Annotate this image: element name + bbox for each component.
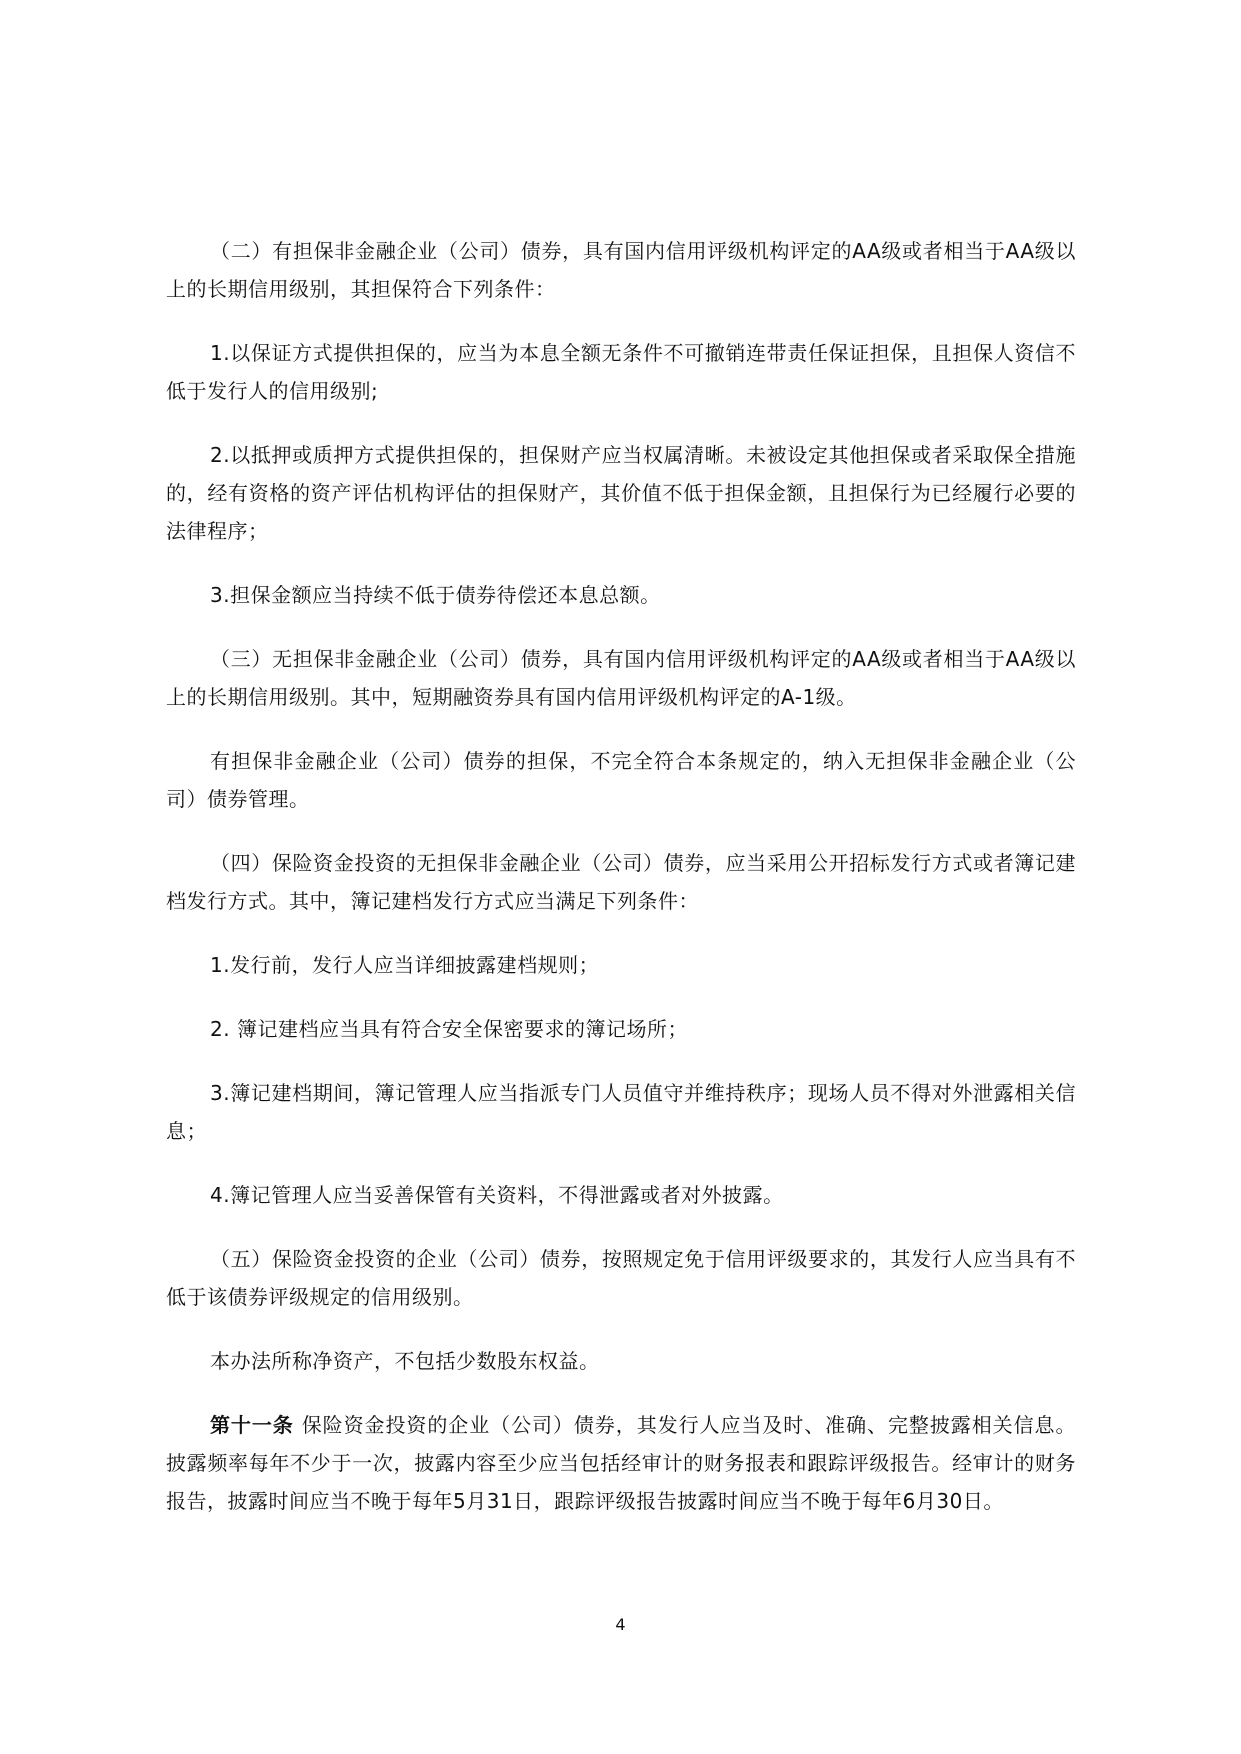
document-body [166, 232, 1076, 1546]
paragraph-item-4-heading: （四）保险资金投资的无担保非金融企业（公司）债券，应当采用公开招标发行方式或者簿记建档发行方式。其中，簿记建档发行方式应当满足下列条件： [166, 851, 1076, 913]
paragraph-item-2-heading: （二）有担保非金融企业（公司）债券，具有国内信用评级机构评定的AA级或者相当于AA级以上的长期信用级别，其担保符合下列条件： [166, 239, 1076, 301]
paragraph-bookbuilding-condition-4: 4.簿记管理人应当妥善保管有关资料，不得泄露或者对外披露。 [210, 1183, 784, 1207]
paragraph-guarantee-condition-3: 3.担保金额应当持续不低于债券待偿还本息总额。 [210, 583, 661, 607]
article-heading: 第十一条 [210, 1413, 294, 1437]
paragraph-article-11 [166, 1406, 1076, 1520]
paragraph-item-3-heading: （三）无担保非金融企业（公司）债券，具有国内信用评级机构评定的AA级或者相当于AA级以上的长期信用级别。其中，短期融资券具有国内信用评级机构评定的A-1级。 [166, 647, 1076, 709]
article-text: 保险资金投资的企业（公司）债券，其发行人应当及时、准确、完整披露相关信息。披露频率每年不少于一次，披露内容至少应当包括经审计的财务报表和跟踪评级报告。经审计的财务报告，披露时间应当不晚于每年5月31日，跟踪评级报告披露时间应当不晚于每年6月30日。 [166, 1413, 1076, 1513]
paragraph-item-5-heading: （五）保险资金投资的企业（公司）债券，按照规定免于信用评级要求的，其发行人应当具有不低于该债券评级规定的信用级别。 [166, 1247, 1076, 1309]
paragraph-guarantee-condition-2: 2.以抵押或质押方式提供担保的，担保财产应当权属清晰。未被设定其他担保或者采取保全措施的，经有资格的资产评估机构评估的担保财产，其价值不低于担保金额，且担保行为已经履行必要的法律程序； [166, 443, 1076, 543]
paragraph-bookbuilding-condition-2: 2. 簿记建档应当具有符合安全保密要求的簿记场所； [210, 1017, 688, 1041]
paragraph-bookbuilding-condition-3: 3.簿记建档期间，簿记管理人应当指派专门人员值守并维持秩序；现场人员不得对外泄露相关信息； [166, 1081, 1076, 1143]
paragraph-guarantee-condition-1: 1.以保证方式提供担保的，应当为本息全额无条件不可撤销连带责任保证担保，且担保人资信不低于发行人的信用级别; [166, 341, 1076, 403]
paragraph-bookbuilding-condition-1: 1.发行前，发行人应当详细披露建档规则； [210, 953, 600, 977]
paragraph-guarantee-note: 有担保非金融企业（公司）债券的担保，不完全符合本条规定的，纳入无担保非金融企业（公司）债券管理。 [166, 749, 1076, 811]
page-number: 4 [615, 1615, 626, 1634]
paragraph-net-assets-definition: 本办法所称净资产，不包括少数股东权益。 [210, 1349, 600, 1373]
